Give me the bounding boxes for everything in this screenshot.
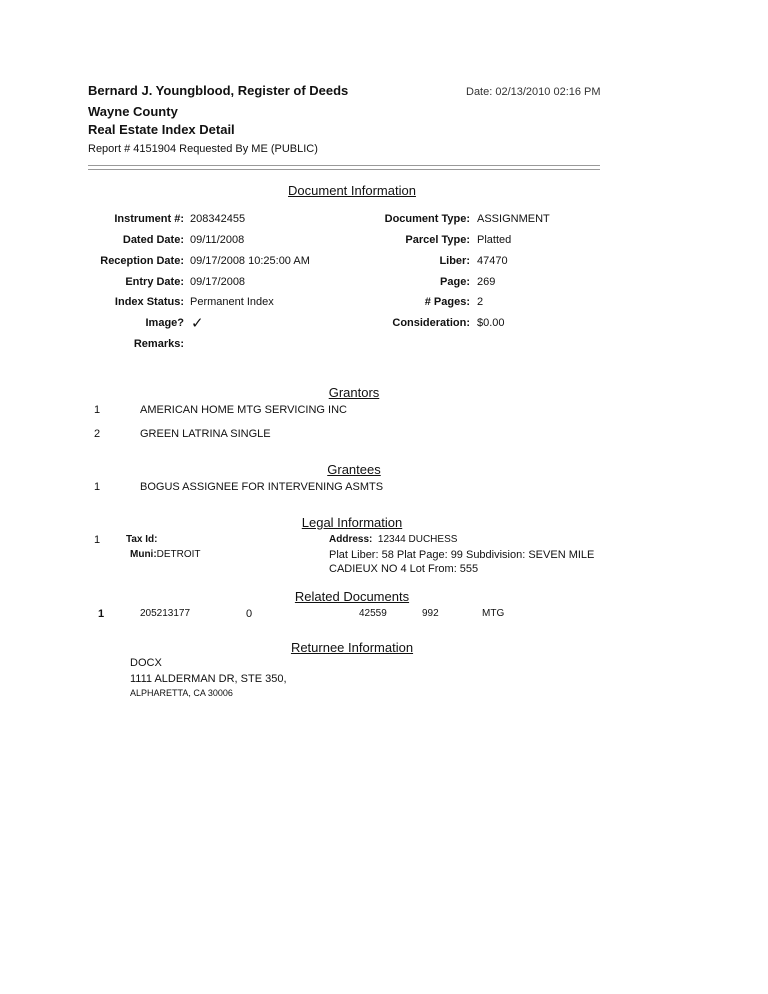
related-num: 1 (98, 608, 105, 620)
entry-date-label: Entry Date: (125, 276, 184, 288)
report-number: Report # 4151904 Requested By ME (PUBLIC) (88, 143, 318, 155)
remarks-label: Remarks: (133, 338, 184, 350)
header-divider-top (88, 165, 600, 166)
related-instrument: 205213177 (140, 608, 191, 619)
report-title: Real Estate Index Detail (88, 122, 235, 137)
document-type-value: ASSIGNMENT (477, 213, 550, 225)
pages-value: 2 (477, 296, 484, 308)
related-page: 992 (422, 608, 439, 619)
image-check-icon: ✓ (191, 315, 204, 332)
grantor-name: GREEN LATRINA SINGLE (140, 428, 271, 440)
grantee-num: 1 (94, 481, 101, 493)
page-label: Page: (440, 276, 470, 288)
returnee-name: DOCX (130, 657, 162, 669)
returnee-information-heading: Returnee Information (290, 640, 414, 655)
related-type: MTG (482, 608, 505, 619)
muni-value: DETROIT (156, 549, 201, 560)
grantor-name: AMERICAN HOME MTG SERVICING INC (140, 404, 347, 416)
document-information-heading: Document Information (288, 183, 416, 198)
grantor-num: 1 (94, 404, 101, 416)
dated-date-label: Dated Date: (122, 234, 184, 246)
consideration-value: $0.00 (477, 317, 505, 329)
index-status-value: Permanent Index (190, 296, 274, 308)
legal-num: 1 (94, 534, 101, 546)
registrar-name: Bernard J. Youngblood, Register of Deeds (88, 83, 349, 98)
returnee-city: ALPHARETTA, CA 30006 (130, 688, 233, 698)
dated-date-value: 09/11/2008 (190, 234, 245, 246)
instrument-value: 208342455 (190, 213, 246, 225)
related-documents-heading: Related Documents (294, 589, 410, 604)
reception-date-value: 09/17/2008 10:25:00 AM (190, 255, 310, 267)
returnee-street: 1111 ALDERMAN DR, STE 350, (130, 673, 287, 685)
address-field (329, 534, 457, 545)
parcel-type-value: Platted (477, 234, 512, 246)
parcel-type-label: Parcel Type: (405, 234, 470, 246)
plat-details-line2: CADIEUX NO 4 Lot From: 555 (329, 563, 479, 575)
related-liber: 42559 (359, 608, 387, 619)
liber-label: Liber: (439, 255, 470, 267)
header-divider-bottom (88, 169, 600, 170)
entry-date-value: 09/17/2008 (190, 276, 246, 288)
grantee-name: BOGUS ASSIGNEE FOR INTERVENING ASMTS (140, 481, 384, 493)
liber-value: 47470 (477, 255, 508, 267)
image-label: Image? (145, 317, 184, 329)
plat-details-line1: Plat Liber: 58 Plat Page: 99 Subdivision: SEVEN MILE (329, 549, 595, 561)
muni-field (130, 549, 201, 560)
pages-label: # Pages: (424, 296, 470, 308)
page-value: 269 (477, 276, 496, 288)
instrument-label: Instrument #: (114, 213, 184, 225)
grantors-heading: Grantors (328, 385, 380, 400)
reception-date-label: Reception Date: (100, 255, 184, 267)
address-value: 12344 DUCHESS (377, 534, 458, 545)
related-zero: 0 (246, 608, 253, 620)
county-name: Wayne County (88, 104, 178, 119)
address-label: Address: (329, 534, 373, 545)
tax-id-label: Tax Id: (126, 534, 158, 545)
index-status-label: Index Status: (114, 296, 184, 308)
document-type-label: Document Type: (384, 213, 470, 225)
grantor-num: 2 (94, 428, 101, 440)
report-date: Date: 02/13/2010 02:16 PM (466, 86, 601, 98)
legal-information-heading: Legal Information (301, 515, 403, 530)
consideration-label: Consideration: (392, 317, 470, 329)
muni-label: Muni: (130, 549, 157, 560)
grantees-heading: Grantees (327, 462, 381, 477)
